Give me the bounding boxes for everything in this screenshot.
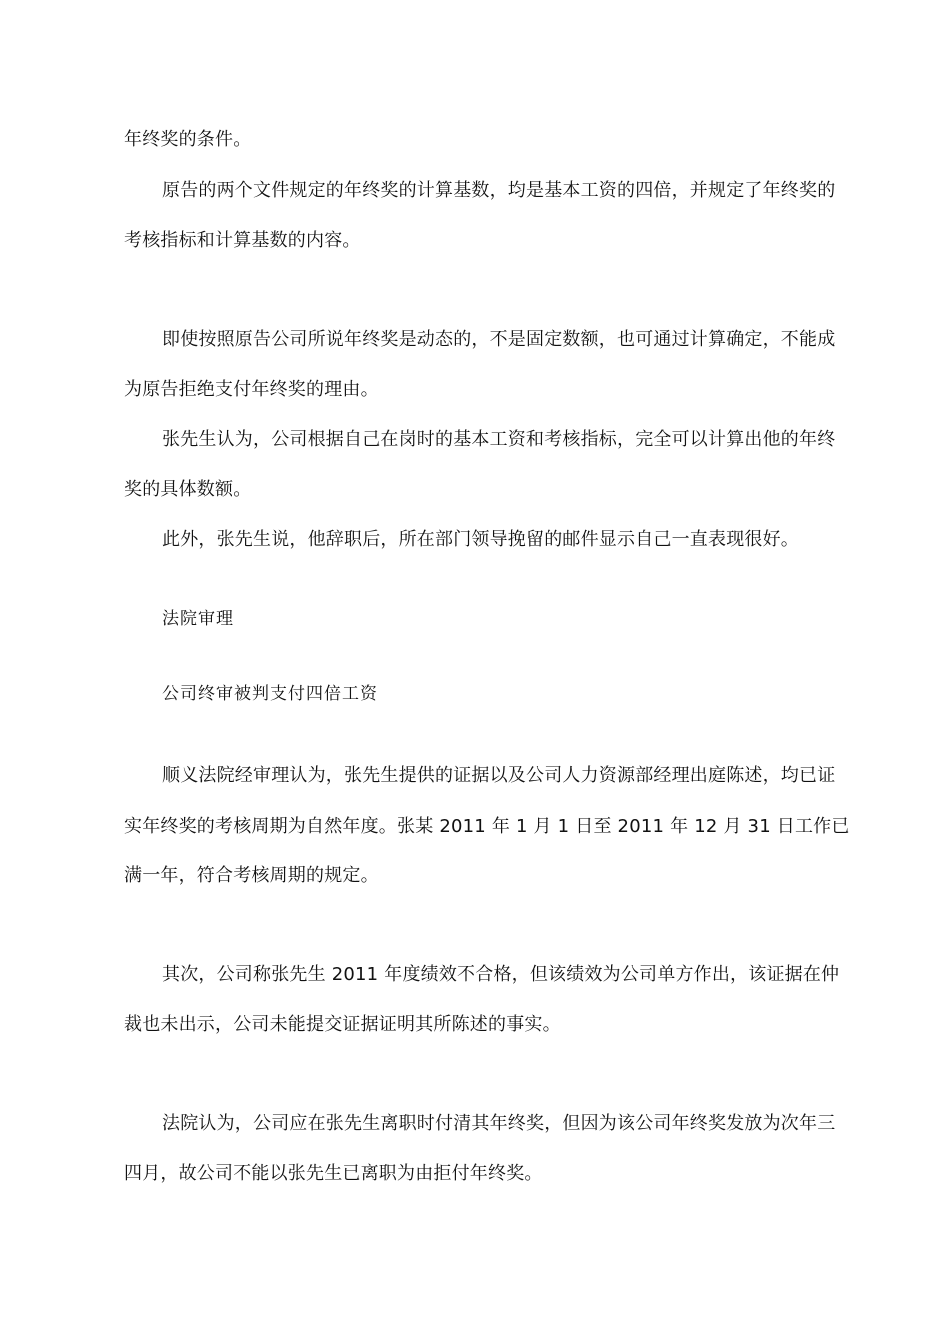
paragraph-line: 为原告拒绝支付年终奖的理由。 [124, 379, 379, 400]
paragraph-line: 即使按照原告公司所说年终奖是动态的，不是固定数额，也可通过计算确定，不能成 [162, 329, 836, 350]
paragraph-line: 年终奖的条件。 [124, 129, 252, 150]
paragraph-line: 此外，张先生说，他辞职后，所在部门领导挽留的邮件显示自己一直表现很好。 [162, 529, 799, 550]
paragraph-line: 考核指标和计算基数的内容。 [124, 230, 361, 251]
paragraph-line: 满一年，符合考核周期的规定。 [124, 865, 379, 886]
paragraph-line: 其次，公司称张先生 2011 年度绩效不合格，但该绩效为公司单方作出，该证据在仲 [162, 964, 840, 985]
section-subheading: 公司终审被判支付四倍工资 [162, 684, 378, 704]
section-heading: 法院审理 [162, 609, 234, 629]
paragraph-line: 法院认为，公司应在张先生离职时付清其年终奖，但因为该公司年终奖发放为次年三 [162, 1113, 836, 1134]
paragraph-line: 原告的两个文件规定的年终奖的计算基数，均是基本工资的四倍，并规定了年终奖的 [162, 180, 836, 201]
paragraph-line: 奖的具体数额。 [124, 479, 252, 500]
paragraph-line: 裁也未出示，公司未能提交证据证明其所陈述的事实。 [124, 1014, 561, 1035]
paragraph-line: 四月，故公司不能以张先生已离职为由拒付年终奖。 [124, 1163, 543, 1184]
paragraph-line: 实年终奖的考核周期为自然年度。张某 2011 年 1 月 1 日至 2011 年 12 月 31 日工作已 [124, 816, 850, 837]
paragraph-line: 张先生认为，公司根据自己在岗时的基本工资和考核指标，完全可以计算出他的年终 [162, 429, 836, 450]
paragraph-line: 顺义法院经审理认为，张先生提供的证据以及公司人力资源部经理出庭陈述，均已证 [162, 765, 836, 786]
